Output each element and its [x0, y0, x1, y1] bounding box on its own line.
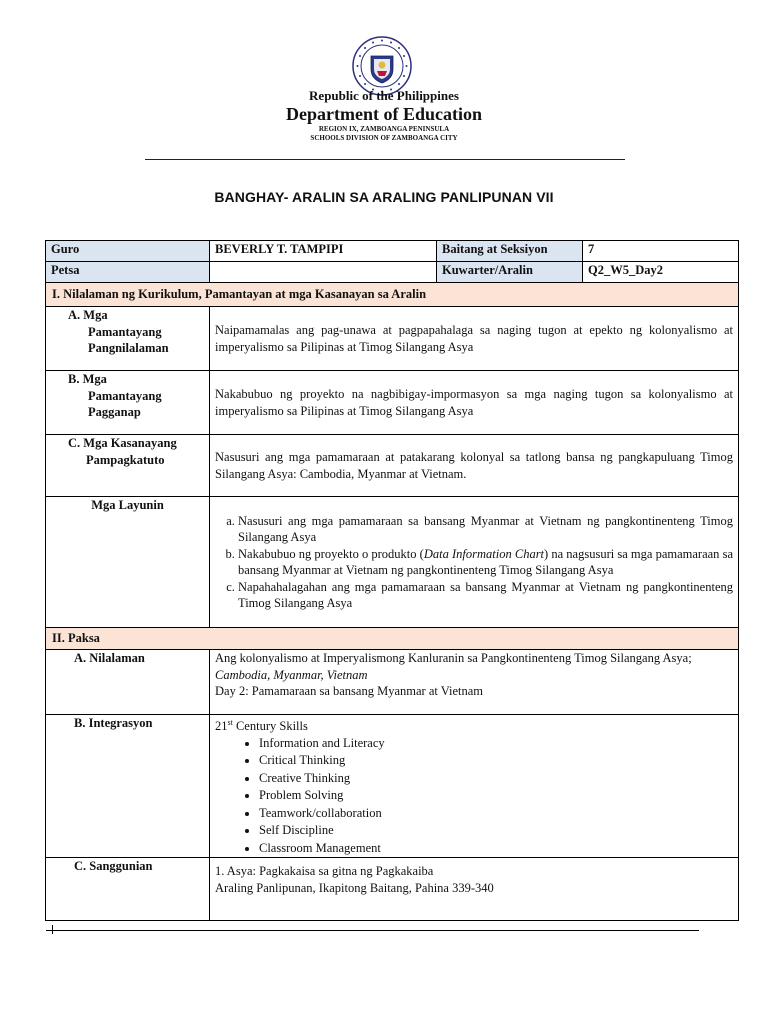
skill-item: • Classroom Management: [259, 840, 733, 858]
row-kasanayang-pampagkatuto: [46, 435, 739, 497]
layunin-item-a: a. Nasusuri ang mga pamamaraan sa bansang Myanmar at Vietnam ng pangkontinenteng Timog Silangang Asya: [238, 513, 733, 546]
skill-item: • Self Discipline: [259, 822, 733, 840]
skills-heading: 21st Century Skills: [215, 718, 308, 734]
kuwarter-value: Q2_W5_Day2: [583, 262, 739, 283]
nilalaman-text: Ang kolonyalismo at Imperyalismong Kanluranin sa Pangkontinenteng Timog Silangang Asya; Cambodia, Myanmar, Vietnam Day 2: Pamamaraan sa bansang Myanmar at Vietnam: [210, 650, 739, 715]
row-sanggunian: [46, 858, 739, 921]
skill-item: • Teamwork/collaboration: [259, 805, 733, 823]
mga-layunin-list: [210, 497, 739, 628]
kasanayang-pampagkatuto-label: C. Mga Kasanayang Pampagkatuto: [46, 435, 210, 497]
deped-seal: [352, 36, 412, 96]
skills-list: [215, 735, 733, 858]
nilalaman-label: A. Nilalaman: [46, 650, 210, 715]
mga-layunin-label: Mga Layunin: [46, 497, 210, 628]
info-row-petsa: [46, 262, 739, 283]
guro-label: Guro: [46, 241, 210, 262]
row-integrasyon: [46, 715, 739, 858]
section-2-heading-row: [46, 628, 739, 650]
integrasyon-content: [210, 715, 739, 858]
skill-item: • Information and Literacy: [259, 735, 733, 753]
baitang-value: 7: [583, 241, 739, 262]
row-pamantayang-pangnilalaman: [46, 307, 739, 371]
footer-divider: [46, 930, 699, 931]
pamantayang-pangnilalaman-text: Naipamamalas ang pag-unawa at pagpapahalaga sa naging tugon at epekto ng kolonyalismo at imperyalismo sa Pilipinas at Timog Silangang Asya: [210, 307, 739, 371]
department-heading: Department of Education: [286, 104, 482, 124]
lesson-plan-table: [45, 240, 739, 921]
region-heading: REGION IX, ZAMBOANGA PENINSULA: [318, 125, 450, 133]
header-divider: [145, 159, 625, 160]
pamantayang-pagganap-text: Nakabubuo ng proyekto na nagbibigay-impormasyon sa mga naging tugon sa kolonyalismo at imperyalismo sa Pilipinas at Timog Silangang Asya: [210, 371, 739, 435]
row-pamantayang-pagganap: [46, 371, 739, 435]
skill-item: • Problem Solving: [259, 787, 733, 805]
pamantayang-pagganap-label: B. Mga Pamantayang Pagganap: [46, 371, 210, 435]
kuwarter-label: Kuwarter/Aralin: [437, 262, 583, 283]
republic-heading: Republic of the Philippines: [309, 88, 459, 103]
layunin-item-c: c. Napahahalagahan ang mga pamamaraan sa bansang Myanmar at Vietnam ng pangkontinenteng Timog Silangang Asya: [238, 579, 733, 612]
section-1-heading: I. Nilalaman ng Kurikulum, Pamantayan at mga Kasanayan sa Aralin: [46, 283, 739, 307]
row-mga-layunin: [46, 497, 739, 628]
sanggunian-text: 1. Asya: Pagkakaisa sa gitna ng Pagkakaiba Araling Panlipunan, Ikapitong Baitang, Pahina 339-340: [210, 858, 739, 921]
kasanayang-pampagkatuto-text: Nasusuri ang mga pamamaraan at patakarang kolonyal sa tatlong bansa ng pangkapuluang Timog Silangang Asya: Cambodia, Myanmar at Vietnam.: [210, 435, 739, 497]
skill-item: • Creative Thinking: [259, 770, 733, 788]
footer-tick: [52, 925, 53, 934]
deped-seal-graphic: [352, 36, 412, 96]
integrasyon-label: B. Integrasyon: [46, 715, 210, 858]
layunin-item-b: b. Nakabubuo ng proyekto o produkto (Data Information Chart) na nagsusuri sa mga pamamaraan sa bansang Myanmar at Vietnam ng pangkontinenteng Timog Silangang Asya: [238, 546, 733, 579]
sanggunian-label: C. Sanggunian: [46, 858, 210, 921]
layunin-list: [215, 513, 733, 612]
baitang-label: Baitang at Seksiyon: [437, 241, 583, 262]
division-heading: SCHOOLS DIVISION OF ZAMBOANGA CITY: [310, 134, 458, 142]
section-1-heading-row: [46, 283, 739, 307]
petsa-value: [210, 262, 437, 283]
skill-item: • Critical Thinking: [259, 752, 733, 770]
guro-value: BEVERLY T. TAMPIPI: [210, 241, 437, 262]
section-2-heading: II. Paksa: [46, 628, 739, 650]
document-title: BANGHAY- ARALIN SA ARALING PANLIPUNAN VII: [214, 189, 554, 205]
petsa-label: Petsa: [46, 262, 210, 283]
row-nilalaman: [46, 650, 739, 715]
pamantayang-pangnilalaman-label: A. Mga Pamantayang Pangnilalaman: [46, 307, 210, 371]
info-row-guro: [46, 241, 739, 262]
